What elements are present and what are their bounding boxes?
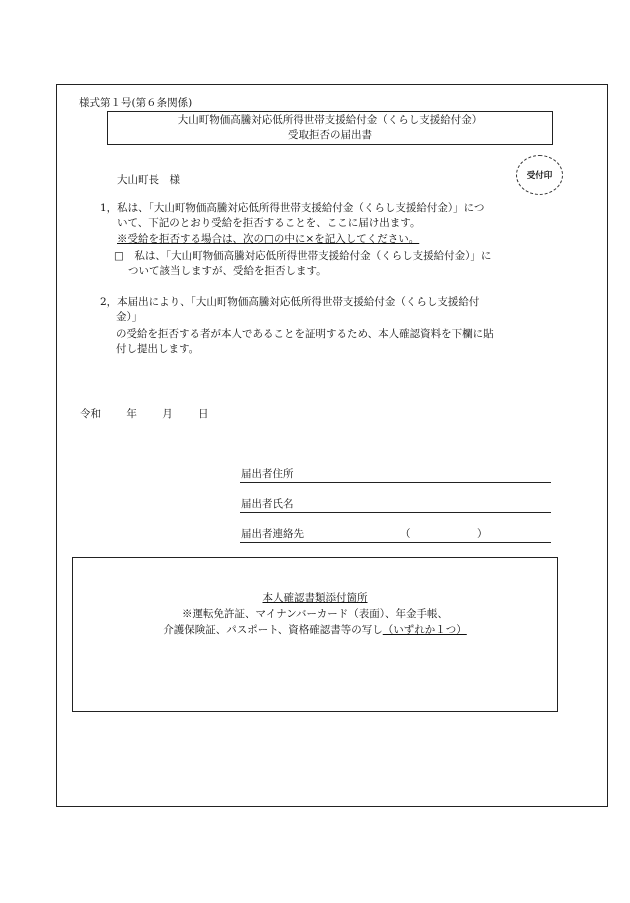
- refusal-checkbox-line2: ついて該当しますが、受給を拒否します。: [128, 265, 327, 277]
- name-label: 届出者氏名: [241, 498, 294, 510]
- id-box-line2-note: （いずれか１つ）: [382, 624, 467, 636]
- contact-label: 届出者連絡先: [241, 528, 304, 540]
- item1-line1: 1，私は、「大山町物価高騰対応低所得世帯支援給付金（くらし支援給付金）」につ: [100, 202, 485, 214]
- id-document-attachment-area[interactable]: [72, 557, 558, 712]
- contact-paren-close: ）: [477, 528, 488, 540]
- form-number: 様式第１号(第６条関係): [79, 97, 193, 109]
- title-line-1: 大山町物価高騰対応低所得世帯支援給付金（くらし支援給付金）: [177, 114, 483, 126]
- stamp-label: 受付印: [526, 171, 553, 181]
- id-box-heading: 本人確認書類添付箇所: [262, 592, 368, 604]
- addressee: 大山町長 様: [117, 174, 180, 186]
- title-line-2: 受取拒否の届出書: [288, 129, 372, 141]
- address-label: 届出者住所: [241, 468, 294, 480]
- item2-line2: 金）」: [116, 311, 143, 323]
- address-field[interactable]: [240, 465, 551, 483]
- id-box-line2-main: 介護保険証、パスポート、資格確認書等の写し: [163, 624, 383, 636]
- date-year[interactable]: 年: [126, 408, 137, 420]
- name-field[interactable]: [240, 495, 551, 513]
- title-box: [107, 111, 553, 145]
- refusal-checkbox-line1[interactable]: □ 私は、「大山町物価高騰対応低所得世帯支援給付金（くらし支援給付金）」に: [114, 250, 492, 262]
- date-era: 令和: [80, 408, 101, 420]
- reception-stamp-area: [516, 155, 563, 195]
- date-month[interactable]: 月: [162, 408, 173, 420]
- contact-field[interactable]: [240, 525, 551, 543]
- contact-paren-open: （: [400, 528, 411, 540]
- item2-line3: の受給を拒否する者が本人であることを証明するため、本人確認資料を下欄に貼: [116, 328, 494, 340]
- item2-line4: 付し提出します。: [116, 343, 200, 355]
- id-box-line1: ※運転免許証、マイナンバーカード（表面）、年金手帳、: [181, 608, 449, 620]
- id-box-line2: [73, 622, 557, 638]
- item1-line2: いて、下記のとおり受給を拒否することを、ここに届け出ます。: [117, 217, 421, 229]
- item2-line1: 2，本届出により、「大山町物価高騰対応低所得世帯支援給付金（くらし支援給付: [100, 296, 480, 308]
- item1-note: ※受給を拒否する場合は、次の□の中に×を記入してください。: [117, 233, 420, 245]
- date-day[interactable]: 日: [198, 408, 209, 420]
- date-line: [80, 406, 209, 421]
